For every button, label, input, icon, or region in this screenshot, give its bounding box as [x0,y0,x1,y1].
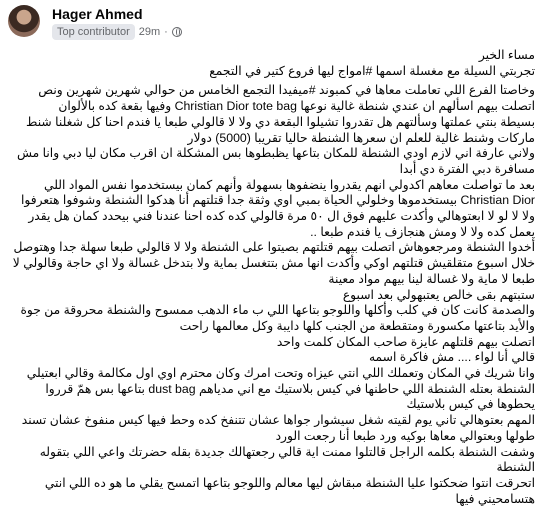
contributor-badge-label: Top contributor [57,26,130,38]
author-avatar[interactable] [8,5,40,37]
post-header [0,0,547,44]
post-line: ستبتهم بقى خالص يعتبهولي بعد اسبوع [342,287,535,302]
post-line: اتصلت بيهم قلتلهم عايزة صاحب المكان كلمت واحد [276,334,535,349]
post-line: يعمل كده ولا لا ومش هنجازف يا فندم طبعا .. [310,224,535,239]
post-line: والأيد بتاعتها مكسورة ومتقطعة من الجنب كلها دايبة وكل معالمها راحت [179,318,535,333]
post-line: أخدوا الشنطة ومرجعوهاش اتصلت بيهم قتلتهم بصيتوا على الشنطة ولا لا قالولي طبعا سهلة جدا وهتوصل [13,240,535,255]
post-line: قالي أنا لواء .... مش فاكرة اسمه [368,350,535,365]
post-line: بعد ما تواصلت معاهم اكدولي انهم يقدروا ينضفوها بسهولة وأنهم كمان بيستخدموا نفس المواد اللي [43,177,535,192]
post-line: هتسامحيني فيها [455,491,535,506]
post-line: طبعا لا ماية ولا غسالة لينا بيهم مواد معينة [328,271,535,286]
post-line: وشفت الشنطة بكلمه الراجل قالتلوا ممنت اية قالي رجعتهالك جديدة بقله حضرتك واعي اللي بتقوله الشنطة [39,444,535,475]
meta-separator: · [164,26,168,38]
post-line: والصدمة كانت كان في كلب وأكلها واللوجو بتاعها اللي ب ماء الدهب ممسوح والشنطة محروقة من جوة [20,303,535,318]
post-line: ولا لا لو لا ابعتوهالي وأكدت عليهم فوق ال ٥٠ مرة قالولي كده كده احنا عندنا فني بيحدد كمان هل يقدر [28,209,535,224]
post-line: طولها وبعتوالي معاها بوكيه ورد طبعا أنا رجعت الورد [275,428,535,443]
post-line: خلال اسبوع متقلقيش قتلتهم اوكي وأكدت انها مش بتتغسل بماية ولا بتدخل غسالة ولا اي حاجة وقالولي لا [12,256,535,271]
post-line: ولاني عارفة اني لازم اودي الشنطة للمكان بتاعها يظبطوها بس المشكلة ان اقرب مكان ليا دبي وانا مش [16,146,535,161]
post-meta [52,24,182,40]
post-line: وانا شريك في المكان وتعملك اللي انتي عيزاه وتحت امرك وكان محترم اوي اول مكالمة وقالي ابعتيلي [26,366,535,381]
post-line: اتحرقت انتوا ضحكتوا عليا الشنطة مبقاش ليها معالم واللوجو بتاعها اتمسح يقلي ما هو ده اللي انتي [44,475,535,490]
post-line: الشنطة بعتله الشنطة اللي حاطنها في كيس بلاستيك مع اني مدياهم dust bag بتاعها بس همّ قرروا [45,381,535,396]
post-line: اتصلت بيهم اسألهم ان عندي شنطة غالية نوعها Christian Dior tote bag وفيها بقعة كده بالألوان [58,99,535,114]
contributor-badge[interactable] [52,24,135,40]
post-line: مسافرة دبي الفترة دي أبدا [399,161,535,176]
post-line: يحطوها في كيس بلاستيك [406,397,535,412]
post-body [10,48,535,507]
post-line: ماركات وشنط غالية للعلم ان سعرها الشنطة حاليا تقريبا (5000) دولار [187,130,535,145]
post-line: بسيطة بنتي عملتها وسألتهم هل تقدروا تشيلوا البقعة دي ولا لا قالولي طبعا يا فندم احنا كل شغلنا شنط [26,114,535,129]
post-line: Christian Dior بيستخدموها وخلولي الحياة بمبي اوي وثقة جدا قتلتهم أنا هدكوا الشنطة وشوفوا هتعرفوا [20,193,535,208]
post-line: المهم بعتوهالي تاني يوم لقيته شغل سيشوار جواها عشان تتنفخ كده وحط فيها كيس منفوخ عشان تسند [21,413,535,428]
globe-icon [172,27,182,37]
post-time[interactable]: 29m [138,26,161,38]
post-line: مساء الخير [478,48,535,62]
post-line: وخاصتا الفرع اللي تعاملت معاها في كمبوند #ميفيدا التجمع الخامس من حوالي شهرين شهرين ونص [38,83,535,98]
post-line: تجربتي السيلة مع مغسلة اسمها #امواج ليها فروع كتير في التجمع [209,63,535,78]
author-name[interactable]: Hager Ahmed [52,6,143,22]
